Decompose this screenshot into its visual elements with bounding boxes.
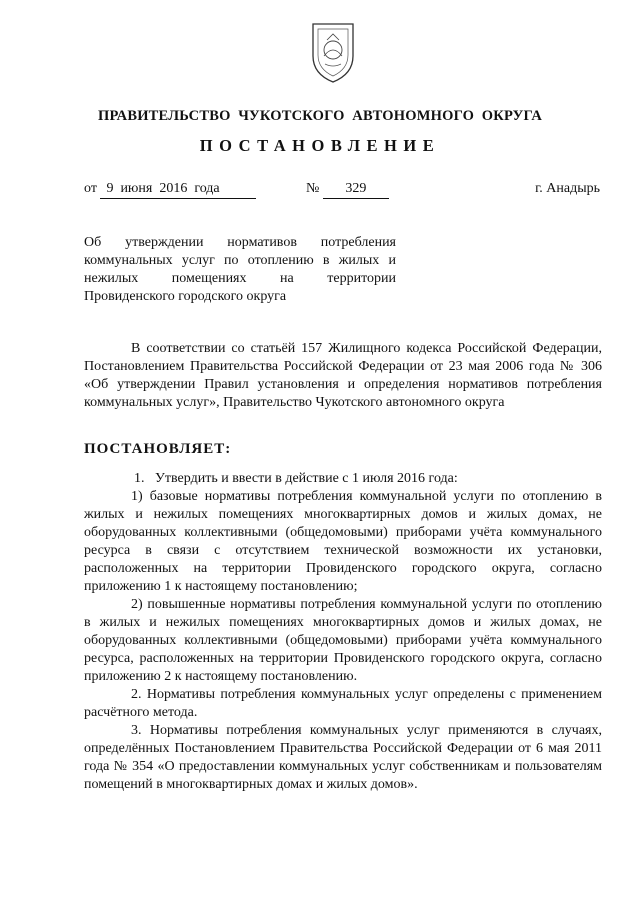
preamble-paragraph: В соответствии со статьёй 157 Жилищного кодекса Российской Федерации, Постановлением Правительства Российской Федерации от 23 мая 2006 года № 306 «Об утверждении Правил установления и определения нормативов потребления коммунальных услуг», Правительство Чукотского автономного округа bbox=[84, 341, 602, 410]
item-paragraph: 1) базовые нормативы потребления коммунальной услуги по отоплению в жилых и нежилых помещениях многоквартирных домов и жилых домах, не оборудованных коллективными (общедомовыми) приборами учёта коммунального ресурса в связи с отсутствием технической возможности их установки, расположенных на территории Провиденского городского округа, согласно приложению 1 к настоящему постановлению; bbox=[84, 489, 602, 594]
item-paragraph: 2. Нормативы потребления коммунальных услуг определены с применением расчётного метода. bbox=[84, 687, 602, 720]
item-paragraph: 2) повышенные нормативы потребления коммунальной услуги по отоплению в жилых и нежилых помещениях многоквартирных домов и жилых домах, не оборудованных коллективными (общедомовыми) приборами учёта коммунального ресурса, расположенных на территории Провиденского городского округа, согласно приложению 2 к настоящему постановлению. bbox=[84, 597, 602, 684]
subject-line: Об утверждении нормативов потребления bbox=[84, 235, 396, 250]
decree-items bbox=[84, 470, 602, 794]
subject-line: Провиденского городского округа bbox=[84, 289, 287, 304]
preamble bbox=[84, 340, 602, 412]
organization-name: ПРАВИТЕЛЬСТВО ЧУКОТСКОГО АВТОНОМНОГО ОКРУГА bbox=[97, 108, 543, 124]
document-city: г. Анадырь bbox=[535, 181, 600, 196]
document-type: ПОСТАНОВЛЕНИЕ bbox=[199, 136, 441, 155]
number-prefix: № bbox=[306, 181, 320, 196]
subject-line: коммунальных услуг по отоплению в жилых и bbox=[84, 253, 396, 268]
date-prefix: от bbox=[84, 181, 97, 196]
number-field bbox=[306, 180, 389, 199]
date-field bbox=[84, 180, 256, 199]
document-date: 9 июня 2016 года bbox=[100, 180, 256, 199]
item-paragraph: 1. Утвердить и ввести в действие с 1 июля 2016 года: bbox=[134, 471, 458, 486]
document-number: 329 bbox=[323, 180, 389, 199]
coat-of-arms-emblem bbox=[303, 18, 363, 86]
subject-line: нежилых помещениях на территории bbox=[84, 271, 396, 286]
item-paragraph: 3. Нормативы потребления коммунальных услуг применяются в случаях, определённых Постановлением Правительства Российской Федерации от 6 мая 2011 года № 354 «О предоставлении коммунальных услуг собственникам и пользователям помещений в многоквартирных домах и жилых домов». bbox=[84, 723, 602, 792]
decree-heading: ПОСТАНОВЛЯЕТ: bbox=[84, 441, 232, 457]
document-subject bbox=[84, 234, 396, 306]
